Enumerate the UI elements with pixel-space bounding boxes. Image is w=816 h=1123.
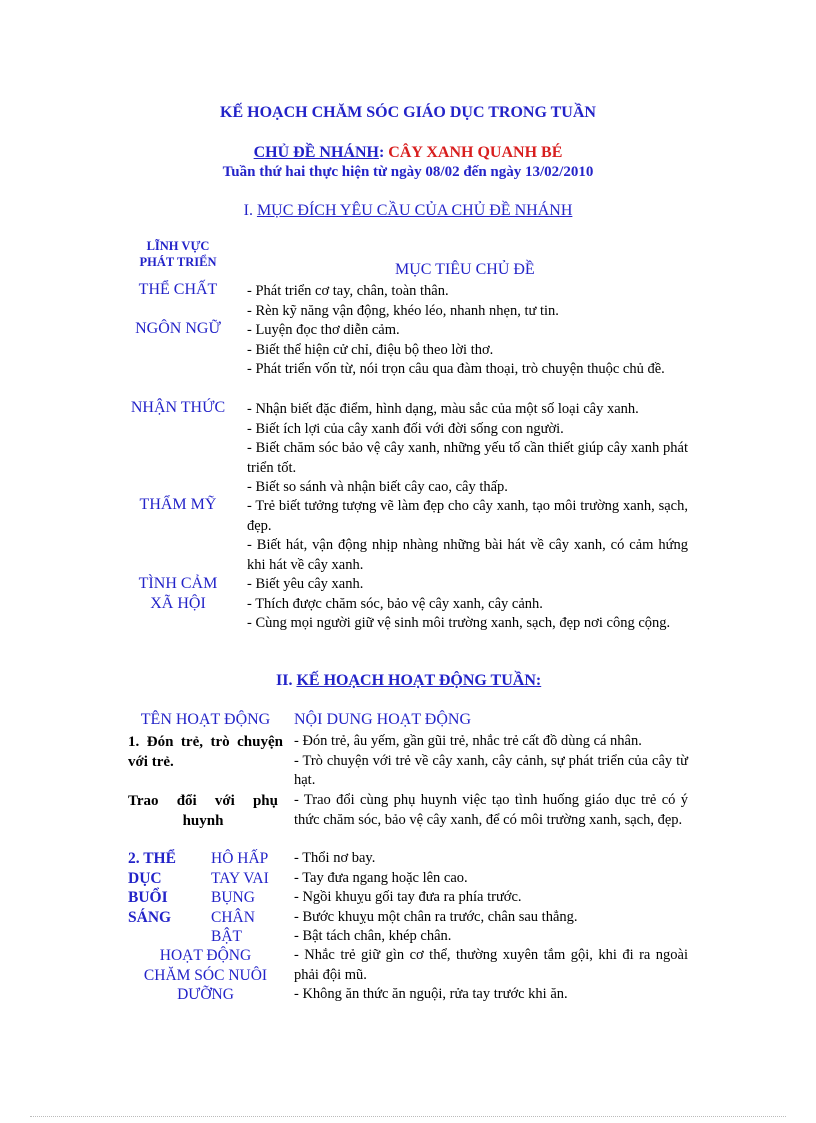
care-content <box>294 946 688 1005</box>
care-label <box>128 946 283 1005</box>
care-item: - Nhắc trẻ giữ gìn cơ thể, thường xuyên tắm gội, khi đi ra ngoài phải đội mũ. <box>294 947 688 983</box>
branch-name: CÂY XANH QUANH BÉ <box>388 144 563 161</box>
exercise-desc: - Bước khuỵu một chân ra trước, chân sau thẳng. <box>294 908 578 925</box>
page-bottom-divider <box>30 1116 786 1117</box>
activity-item: - Đón trẻ, âu yếm, gần gũi trẻ, nhắc trẻ cất đồ dùng cá nhân. <box>294 733 642 749</box>
exercise-label-line: BUỔI <box>128 889 168 907</box>
activity-item: - Trò chuyện với trẻ về cây xanh, cây cảnh, sự phát triển của cây từ hạt. <box>294 752 688 789</box>
content-column-header: NỘI DUNG HOẠT ĐỘNG <box>294 711 472 728</box>
exercise-desc: - Thổi nơ bay. <box>294 850 376 866</box>
goal-item: - Trẻ biết tưởng tượng vẽ làm đẹp cho cây xanh, tạo môi trường xanh, sạch, đẹp. <box>247 498 688 534</box>
section2-prefix: II. <box>276 672 293 689</box>
exercise-label-line: 2. THỂ <box>128 850 176 867</box>
section2-title: KẾ HOẠCH HOẠT ĐỘNG TUẦN: <box>296 672 542 689</box>
branch-colon: : <box>378 144 385 161</box>
care-label-line: DƯỠNG <box>177 986 234 1004</box>
domain-social <box>118 574 238 614</box>
goal-item: - Biết thể hiện cử chỉ, điệu bộ theo lời thơ. <box>247 341 494 358</box>
branch-label: CHỦ ĐỀ NHÁNH <box>253 144 379 161</box>
activity-welcome-label: 1. Đón trẻ, trò chuyện với trẻ. <box>128 734 283 770</box>
exercise-descriptions <box>294 849 688 947</box>
goal-item: - Biết so sánh và nhận biết cây cao, cây thấp. <box>247 479 508 496</box>
section1-prefix: I. <box>243 202 253 219</box>
exercise-label-line: SÁNG <box>128 908 172 926</box>
goal-item: - Biết ích lợi của cây xanh đối với đời sống con người. <box>247 420 564 437</box>
goal-item: - Phát triển cơ tay, chân, toàn thân. <box>247 283 449 299</box>
goal-item: - Luyện đọc thơ diễn cảm. <box>247 322 400 338</box>
activity-welcome-content <box>294 732 688 791</box>
goals-aesthetics <box>247 497 688 575</box>
domain-cognition: NHẬN THỨC <box>130 399 226 416</box>
exercise-move-name: BỤNG <box>211 889 255 907</box>
exercise-desc: - Tay đưa ngang hoặc lên cao. <box>294 869 468 886</box>
exercise-desc: - Ngồi khuỵu gối tay đưa ra phía trước. <box>294 889 522 906</box>
exercise-move-name: TAY VAI <box>211 869 269 887</box>
domain-header-line1: LĨNH VỰC <box>146 239 210 253</box>
goal-item: - Nhận biết đặc điểm, hình dạng, màu sắc của một số loại cây xanh. <box>247 401 639 417</box>
goal-item: - Biết chăm sóc bảo vệ cây xanh, những yếu tố cần thiết giúp cây xanh phát triển tốt. <box>247 440 688 476</box>
section1-title: MỤC ĐÍCH YÊU CẦU CỦA CHỦ ĐỀ NHÁNH <box>256 202 573 219</box>
exercise-label-line: DỤC <box>128 869 162 887</box>
domain-aesthetics: THẨM MỸ <box>139 496 217 513</box>
exercise-moves <box>211 849 269 947</box>
goals-cognition <box>247 400 688 498</box>
domain-column-header <box>118 238 238 270</box>
goals-physical <box>247 282 688 321</box>
care-label-line: HOẠT ĐỘNG <box>159 947 252 964</box>
branch-line <box>0 144 816 162</box>
care-item: - Không ăn thức ăn nguội, rửa tay trước khi ăn. <box>294 986 568 1003</box>
section1-heading <box>0 202 816 220</box>
activity-column-header: TÊN HOẠT ĐỘNG <box>140 711 271 728</box>
goal-column-header: MỤC TIÊU CHỦ ĐỀ <box>395 261 535 278</box>
goal-item: - Biết yêu cây xanh. <box>247 576 364 592</box>
page-title: KẾ HOẠCH CHĂM SÓC GIÁO DỤC TRONG TUẦN <box>220 104 596 121</box>
exercise-label <box>128 849 176 927</box>
goal-item: - Phát triển vốn từ, nói trọn câu qua đàm thoại, trò chuyện thuộc chủ đề. <box>247 361 665 378</box>
activity-parents-label: Trao đổi với phụ huynh <box>128 793 278 829</box>
domain-header-line2: PHÁT TRIỂN <box>139 255 217 269</box>
domain-language: NGÔN NGỮ <box>135 320 221 337</box>
care-label-line: CHĂM SÓC NUÔI <box>143 966 268 984</box>
exercise-move-name: CHÂN <box>211 908 255 926</box>
goal-item: - Biết hát, vận động nhịp nhàng những bài hát về cây xanh, có cảm hứng khi hát về cây xanh. <box>247 537 688 573</box>
week-line: Tuần thứ hai thực hiện từ ngày 08/02 đến ngày 13/02/2010 <box>222 164 594 180</box>
exercise-desc: - Bật tách chân, khép chân. <box>294 928 452 945</box>
goal-item: - Thích được chăm sóc, bảo vệ cây xanh, cây cảnh. <box>247 595 543 612</box>
domain-physical: THỂ CHẤT <box>138 281 218 298</box>
goals-language <box>247 321 688 380</box>
goals-social <box>247 575 688 634</box>
goal-item: - Rèn kỹ năng vận động, khéo léo, nhanh nhẹn, tư tin. <box>247 302 559 319</box>
exercise-move-name: BẬT <box>211 928 242 946</box>
section2-heading <box>276 672 541 690</box>
activity-parents-content <box>294 791 688 830</box>
activity-item: - Trao đổi cùng phụ huynh việc tạo tình huống giáo dục trẻ có ý thức chăm sóc, bảo vệ cây xanh, để có môi trường xanh, sạch, đẹp. <box>294 792 688 828</box>
domain-social-line2: XÃ HỘI <box>150 595 206 612</box>
goal-item: - Cùng mọi người giữ vệ sinh môi trường xanh, sạch, đẹp nơi công cộng. <box>247 615 671 632</box>
domain-social-line1: TÌNH CẢM <box>138 575 218 592</box>
exercise-move-name: HÔ HẤP <box>211 850 269 867</box>
